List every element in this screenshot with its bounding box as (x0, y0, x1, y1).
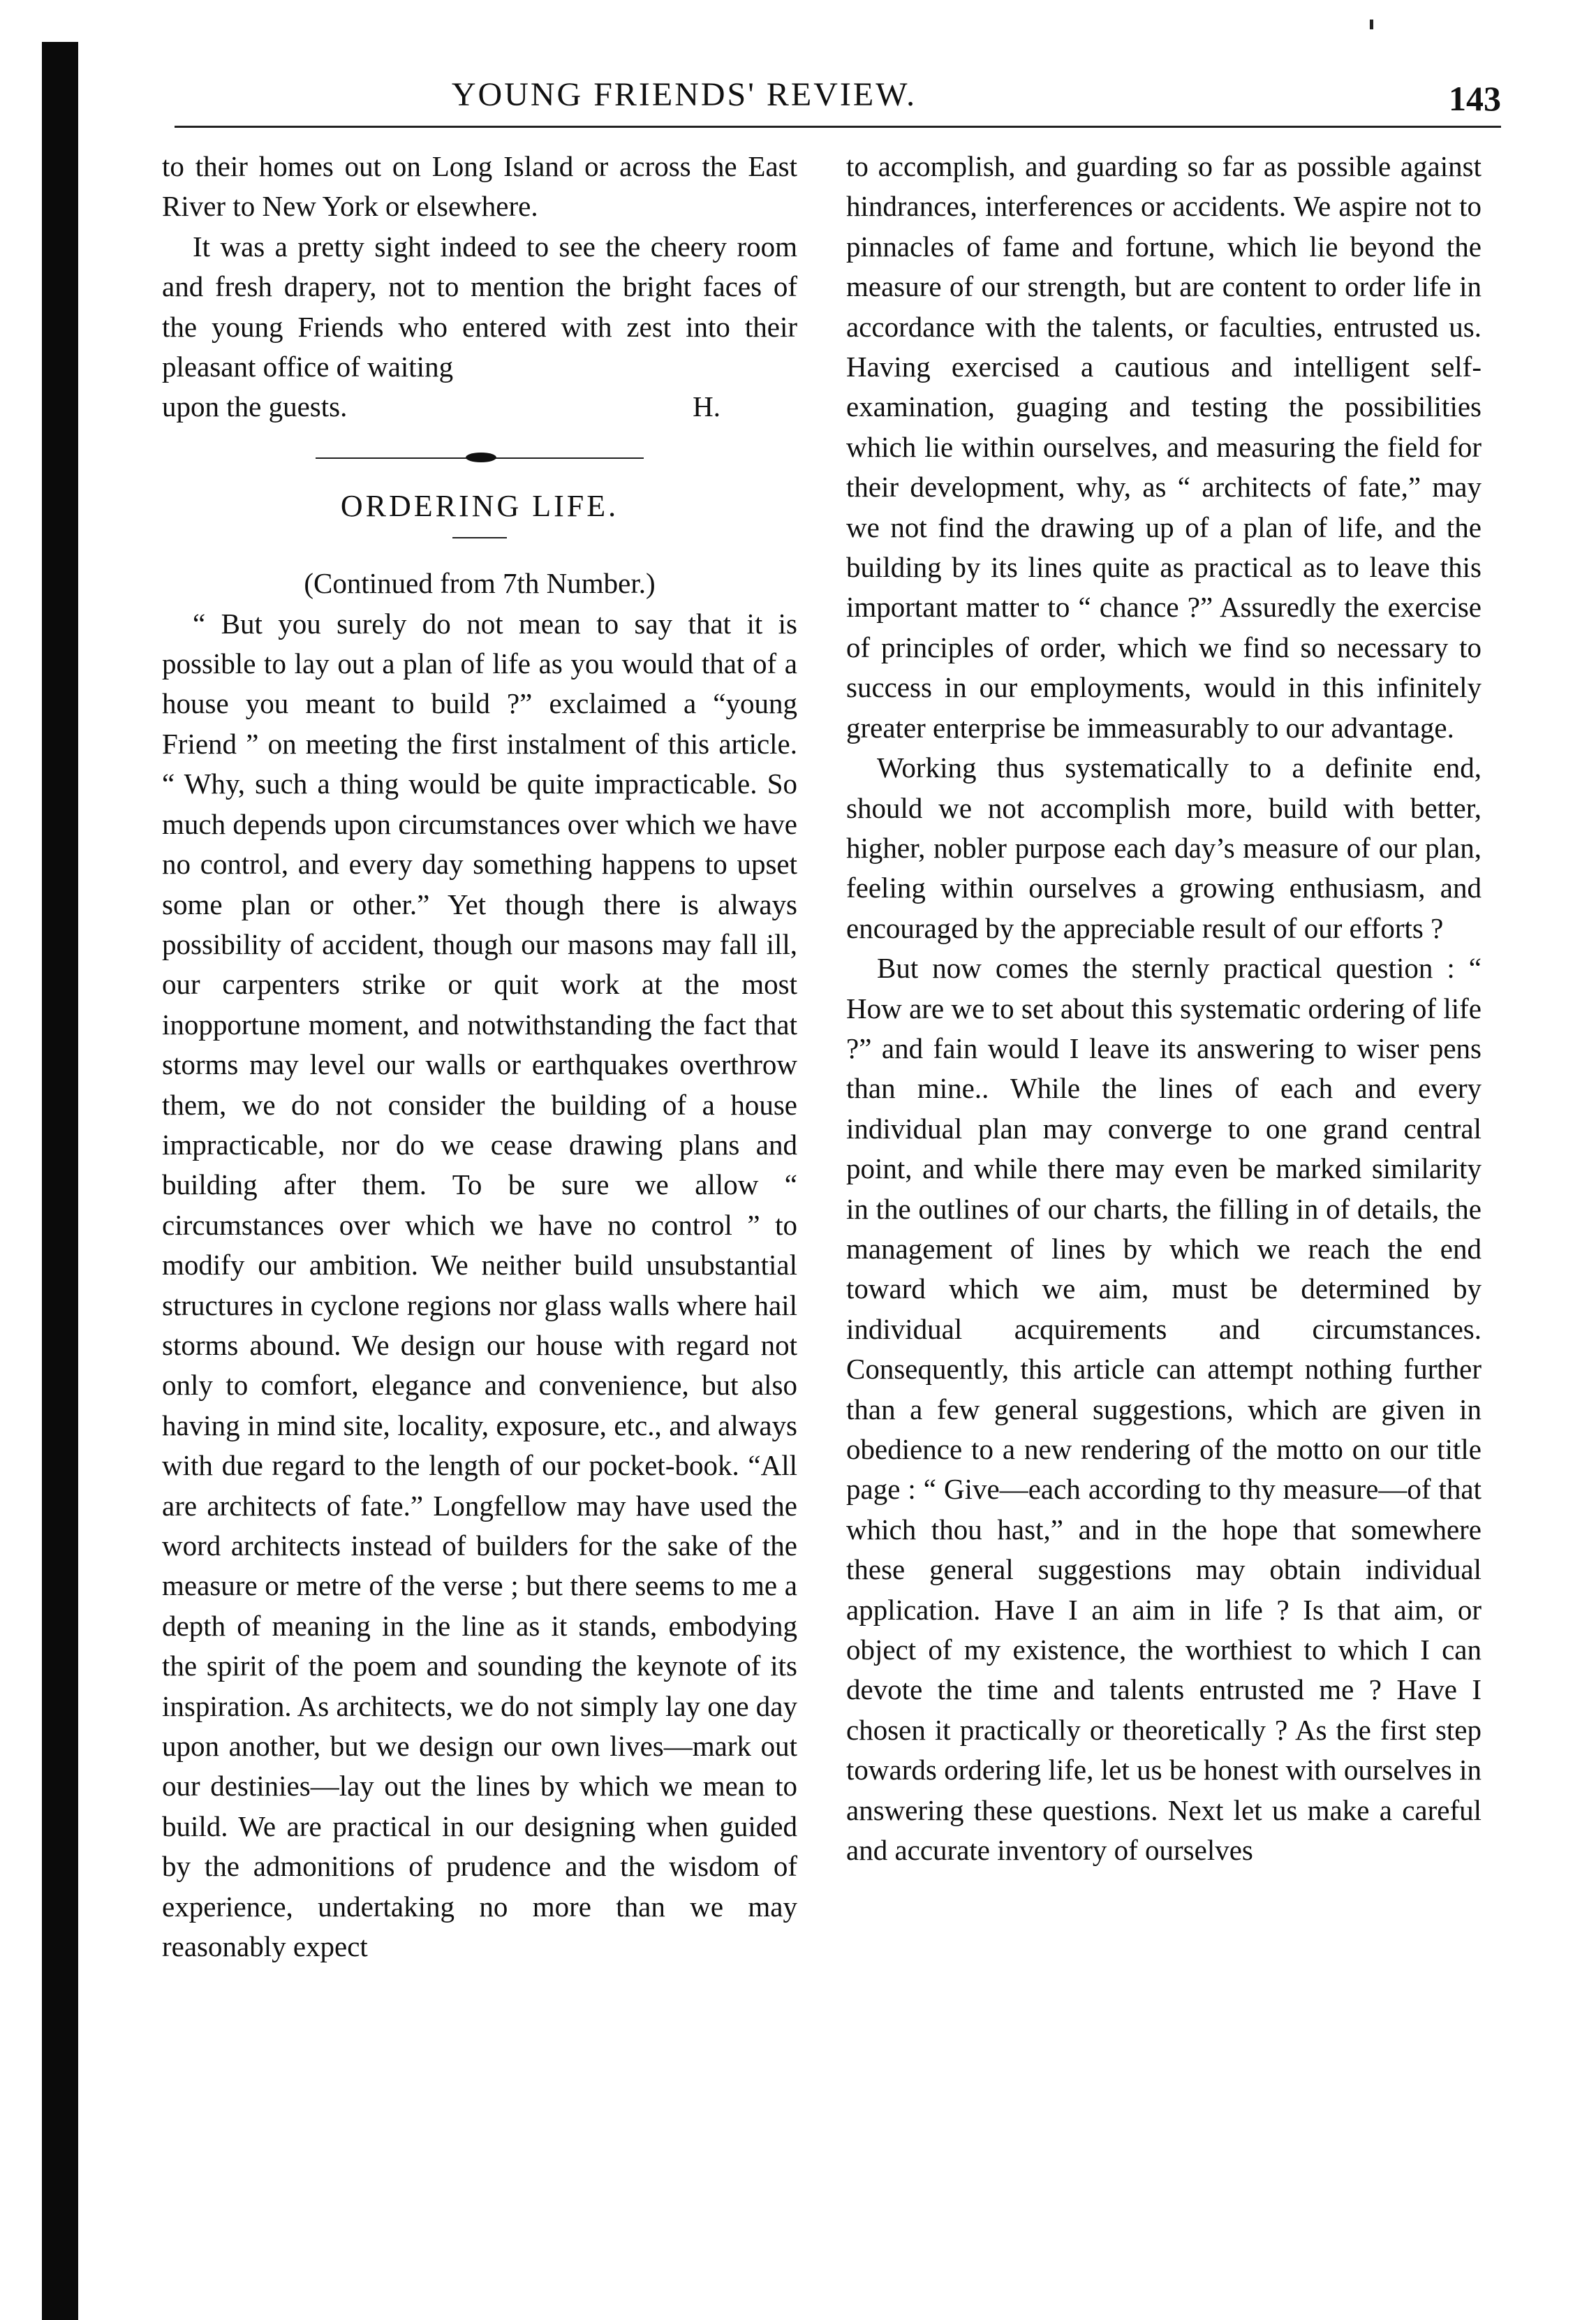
margin-mark (1370, 20, 1373, 29)
ornamental-divider (316, 450, 644, 467)
binding-edge (42, 42, 78, 2320)
intro-paragraph: to their homes out on Long Island or across the East River to New York or elsewhere. (162, 150, 797, 223)
header-rule (175, 126, 1501, 128)
article-paragraph: But now comes the sternly practical question : “ How are we to set about this systematic ordering of life ?” and fain would I leave its answering to wiser pens than mine.. While the lines of each and every individual plan may converge to one grand central point, and while there may even be marked similarity in the outlines of our charts, the filling in of details, the management of lines by which we reach the end toward which we aim, must be determined by individual acquirements and circumstances. Consequently, this article can attempt nothing further than a few general suggestions, which are given in obedience to a new rendering of the motto on our title page : “ Give—each according to thy measure—of that which thou hast,” and in the hope that somewhere these general suggestions may obtain individual application. Have I an aim in life ? Is that aim, or object of my existence, the worthiest to which I can devote the time and talents entrusted me ? Have I chosen it practically or theoretically ? As the first step towards ordering life, let us be honest with ourselves in answering these questions. Next let us make a careful and accurate inventory of ourselves (846, 952, 1482, 1867)
closing-last-line: upon the guests. (162, 390, 348, 423)
article-paragraph: to accomplish, and guarding so far as possible against hindrances, interferences or accidents. We aspire not to pinnacles of fame and fortune, which lie beyond the measure of our strength, but are content to order life in accordance with the talents, or faculties, entrusted us. Having exercised a cautious and intelligent self-examination, guaging and testing the possibilities which lie within ourselves, and measuring the field for their development, why, as “ architects of fate,” may we not find the drawing up of a plan of life, and the building by its lines quite as practical as to leave this important matter to “ chance ?” Assuredly the exercise of principles of order, which we find so necessary to success in our employments, would in this infinitely greater enterprise be immeasurably to our advantage. (846, 150, 1482, 744)
title-rule (452, 537, 507, 538)
right-column (846, 147, 1482, 1870)
closing-paragraph: It was a pretty sight indeed to see the cheery room and fresh drapery, not to mention the bright faces of the young Friends who entered with zest into their pleasant office of waiting (162, 230, 797, 383)
signature-line (162, 387, 797, 427)
article-paragraph: “ But you surely do not mean to say that it is possible to lay out a plan of life as you would that of a house you meant to build ?” exclaimed a “young Friend ” on meeting the first instalment of this article. “ Why, such a thing would be quite impracticable. So much depends upon circumstances over which we have no control, and every day something happens to upset some plan or other.” Yet though there is always possibility of accident, though our masons may fall ill, our carpenters strike or quit work at the most inopportune moment, and notwithstanding the fact that storms may level our walls or earthquakes overthrow them, we do not consider the building of a house impracticable, nor do we cease drawing plans and building after them. To be sure we allow “ circumstances over which we have no control ” to modify our ambition. We neither build unsubstantial structures in cyclone regions nor glass walls where hail storms abound. We design our house with regard not only to comfort, elegance and convenience, but also having in mind site, locality, exposure, etc., and always with due regard to the length of our pocket-book. “All are architects of fate.” Longfellow may have used the word architects instead of builders for the sake of the measure or metre of the verse ; but there seems to me a depth of meaning in the line as it stands, embodying the spirit of the poem and sounding the keynote of its inspiration. As architects, we do not simply lay one day upon another, but we design our own lives—mark out our destinies—lay out the lines by which we mean to build. We are practical in our designing when guided by the admonitions of prudence and the wisdom of experience, undertaking no more than we may reasonably expect (162, 607, 797, 1963)
running-head: YOUNG FRIENDS' REVIEW. (451, 76, 917, 113)
page-number: 143 (1449, 79, 1501, 118)
article-paragraph: Working thus systematically to a definite end, should we not accomplish more, build with better, higher, nobler purpose each day’s measure of our plan, feeling within ourselves a growing enthusiasm, and encouraged by the appreciable result of our efforts ? (846, 751, 1482, 944)
article-title: ORDERING LIFE. (340, 488, 619, 523)
left-column (162, 147, 797, 1967)
page-header (175, 75, 1501, 131)
divider-ornament (466, 453, 496, 462)
signature: H. (693, 390, 721, 423)
continued-note: (Continued from 7th Number.) (304, 567, 656, 600)
